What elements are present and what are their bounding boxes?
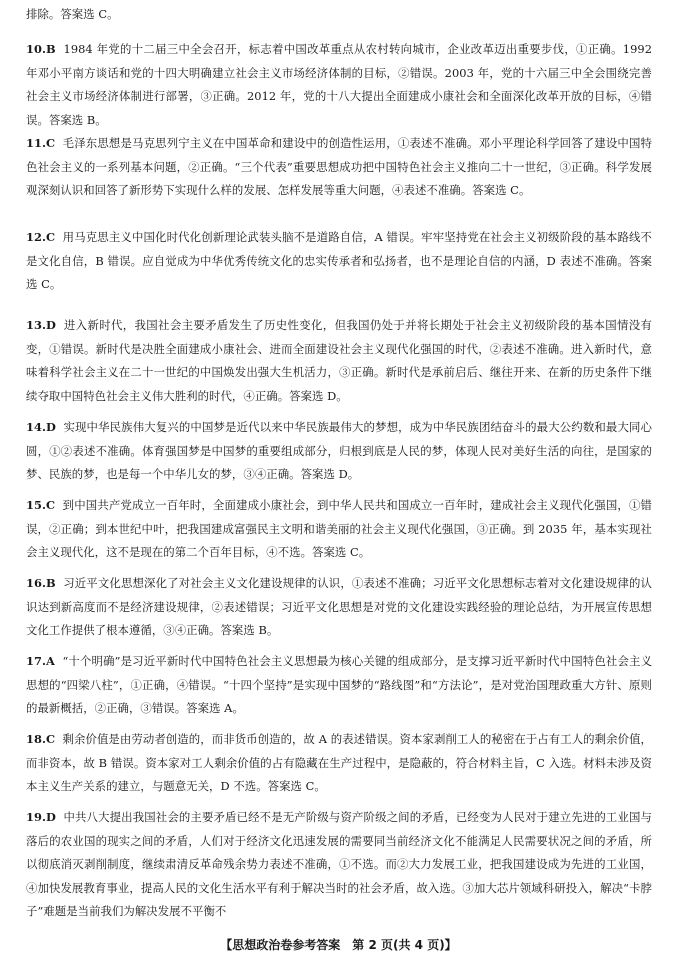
paragraph: 排除。答案选 C。 bbox=[26, 7, 119, 21]
answer-19: 19.D 中共八大提出我国社会的主要矛盾已经不是无产阶级与资产阶级之间的矛盾，已经变为人民对于建立先进的工业国与落后的农业国的现实之间的矛盾，人们对于经济文化迅速发展的需要同当前经济文化不能满足人民需要状况之间的矛盾，所以彻底消灭剥削制度，继续肃清反革命残余势力表述不准确，①不选。而②大力发展工业，把我国建设成为先进的工业国，④加快发展教育事业，提高人民的文化生活水平有利于解决当时的社会矛盾，故入选。③加大芯片领域科研投入，解决“卡脖子”难题是当前我们为解决发展不平衡不 bbox=[26, 810, 652, 919]
answer-18: 18.C 剩余价值是由劳动者创造的，而非货币创造的，故 A 的表述错误。资本家剥削工人的秘密在于占有工人的剩余价值，而非资本，故 B 错误。资本家对工人剩余价值的占有隐藏在生产过程中，是隐蔽的，符合材料主旨，C 入选。材料未涉及资本主义生产关系的建立，与题意无关，D 不选。答案选 C。 bbox=[26, 732, 653, 794]
answer-15: 15.C 到中国共产党成立一百年时，全面建成小康社会，到中华人民共和国成立一百年时，建成社会主义现代化强国，①错误，②正确；到本世纪中叶，把我国建成富强民主文明和谐美丽的社会主义现代化强国，③正确。到 2035 年，基本实现社会主义现代化，这不是现在的第二个百年目标，④不选。答案选 C。 bbox=[26, 498, 652, 560]
answer-16: 16.B 习近平文化思想深化了对社会主义文化建设规律的认识，①表述不准确；习近平文化思想标志着对文化建设规律的认识达到新高度而不是经济建设规律，②表述错误；习近平文化思想是对党的文化建设实践经验的理论总结，为开展宣传思想文化工作提供了根本遵循，③④正确。答案选 B。 bbox=[26, 576, 652, 638]
answer-10: 10.B 1984 年党的十二届三中全会召开，标志着中国改革重点从农村转向城市，企业改革迈出重要步伐，①正确。1992 年邓小平南方谈话和党的十四大明确建立社会主义市场经济体制的目标，②错误。2003 年，党的十六届三中全会围绕完善社会主义市场经济体制进行部署，③正确。2012 年，党的十八大提出全面建成小康社会和全面深化改革开放的目标，④错误。答案选 B。 bbox=[26, 42, 652, 127]
answer-13: 13.D 进入新时代，我国社会主要矛盾发生了历史性变化，但我国仍处于并将长期处于社会主义初级阶段的基本国情没有变，①错误。新时代是决胜全面建成小康社会、进而全面建设社会主义现代化强国的时代，②表述不准确。进入新时代，意味着科学社会主义在二十一世纪的中国焕发出强大生机活力，③正确。新时代是承前启后、继往开来、在新的历史条件下继续夺取中国特色社会主义伟大胜利的时代，④正确。答案选 D。 bbox=[26, 318, 652, 403]
page-footer: 【思想政治卷参考答案 第 2 页(共 4 页)】 bbox=[220, 938, 457, 952]
answer-11: 11.C 毛泽东思想是马克思列宁主义在中国革命和建设中的创造性运用，①表述不准确。邓小平理论科学回答了建设中国特色社会主义的一系列基本问题，②正确。“三个代表”重要思想成功把中国特色社会主义推向二十一世纪，③正确。科学发展观深刻认识和回答了新形势下实现什么样的发展、怎样发展等重大问题，④表述不准确。答案选 C。 bbox=[26, 136, 652, 198]
answer-14: 14.D 实现中华民族伟大复兴的中国梦是近代以来中华民族最伟大的梦想，成为中华民族团结奋斗的最大公约数和最大同心圆，①②表述不准确。体育强国梦是中国梦的重要组成部分，归根到底是人民的梦，体现人民对美好生活的向往，是国家的梦、民族的梦，也是每一个中华儿女的梦，③④正确。答案选 D。 bbox=[26, 420, 652, 482]
answer-17: 17.A “十个明确”是习近平新时代中国特色社会主义思想最为核心关键的组成部分，是支撑习近平新时代中国特色社会主义思想的“四梁八柱”，①正确，④错误。“十四个坚持”是实现中国梦的“路线图”和“方法论”，是对党治国理政重大方针、原则的最新概括，②正确，③错误。答案选 A。 bbox=[26, 654, 653, 716]
answer-12: 12.C 用马克思主义中国化时代化创新理论武装头脑不是道路自信，A 错误。牢牢坚持党在社会主义初级阶段的基本路线不是文化自信，B 错误。应自觉成为中华优秀传统文化的忠实传承者和弘扬者，也不是理论自信的内涵，D 表述不准确。答案选 C。 bbox=[26, 230, 653, 292]
